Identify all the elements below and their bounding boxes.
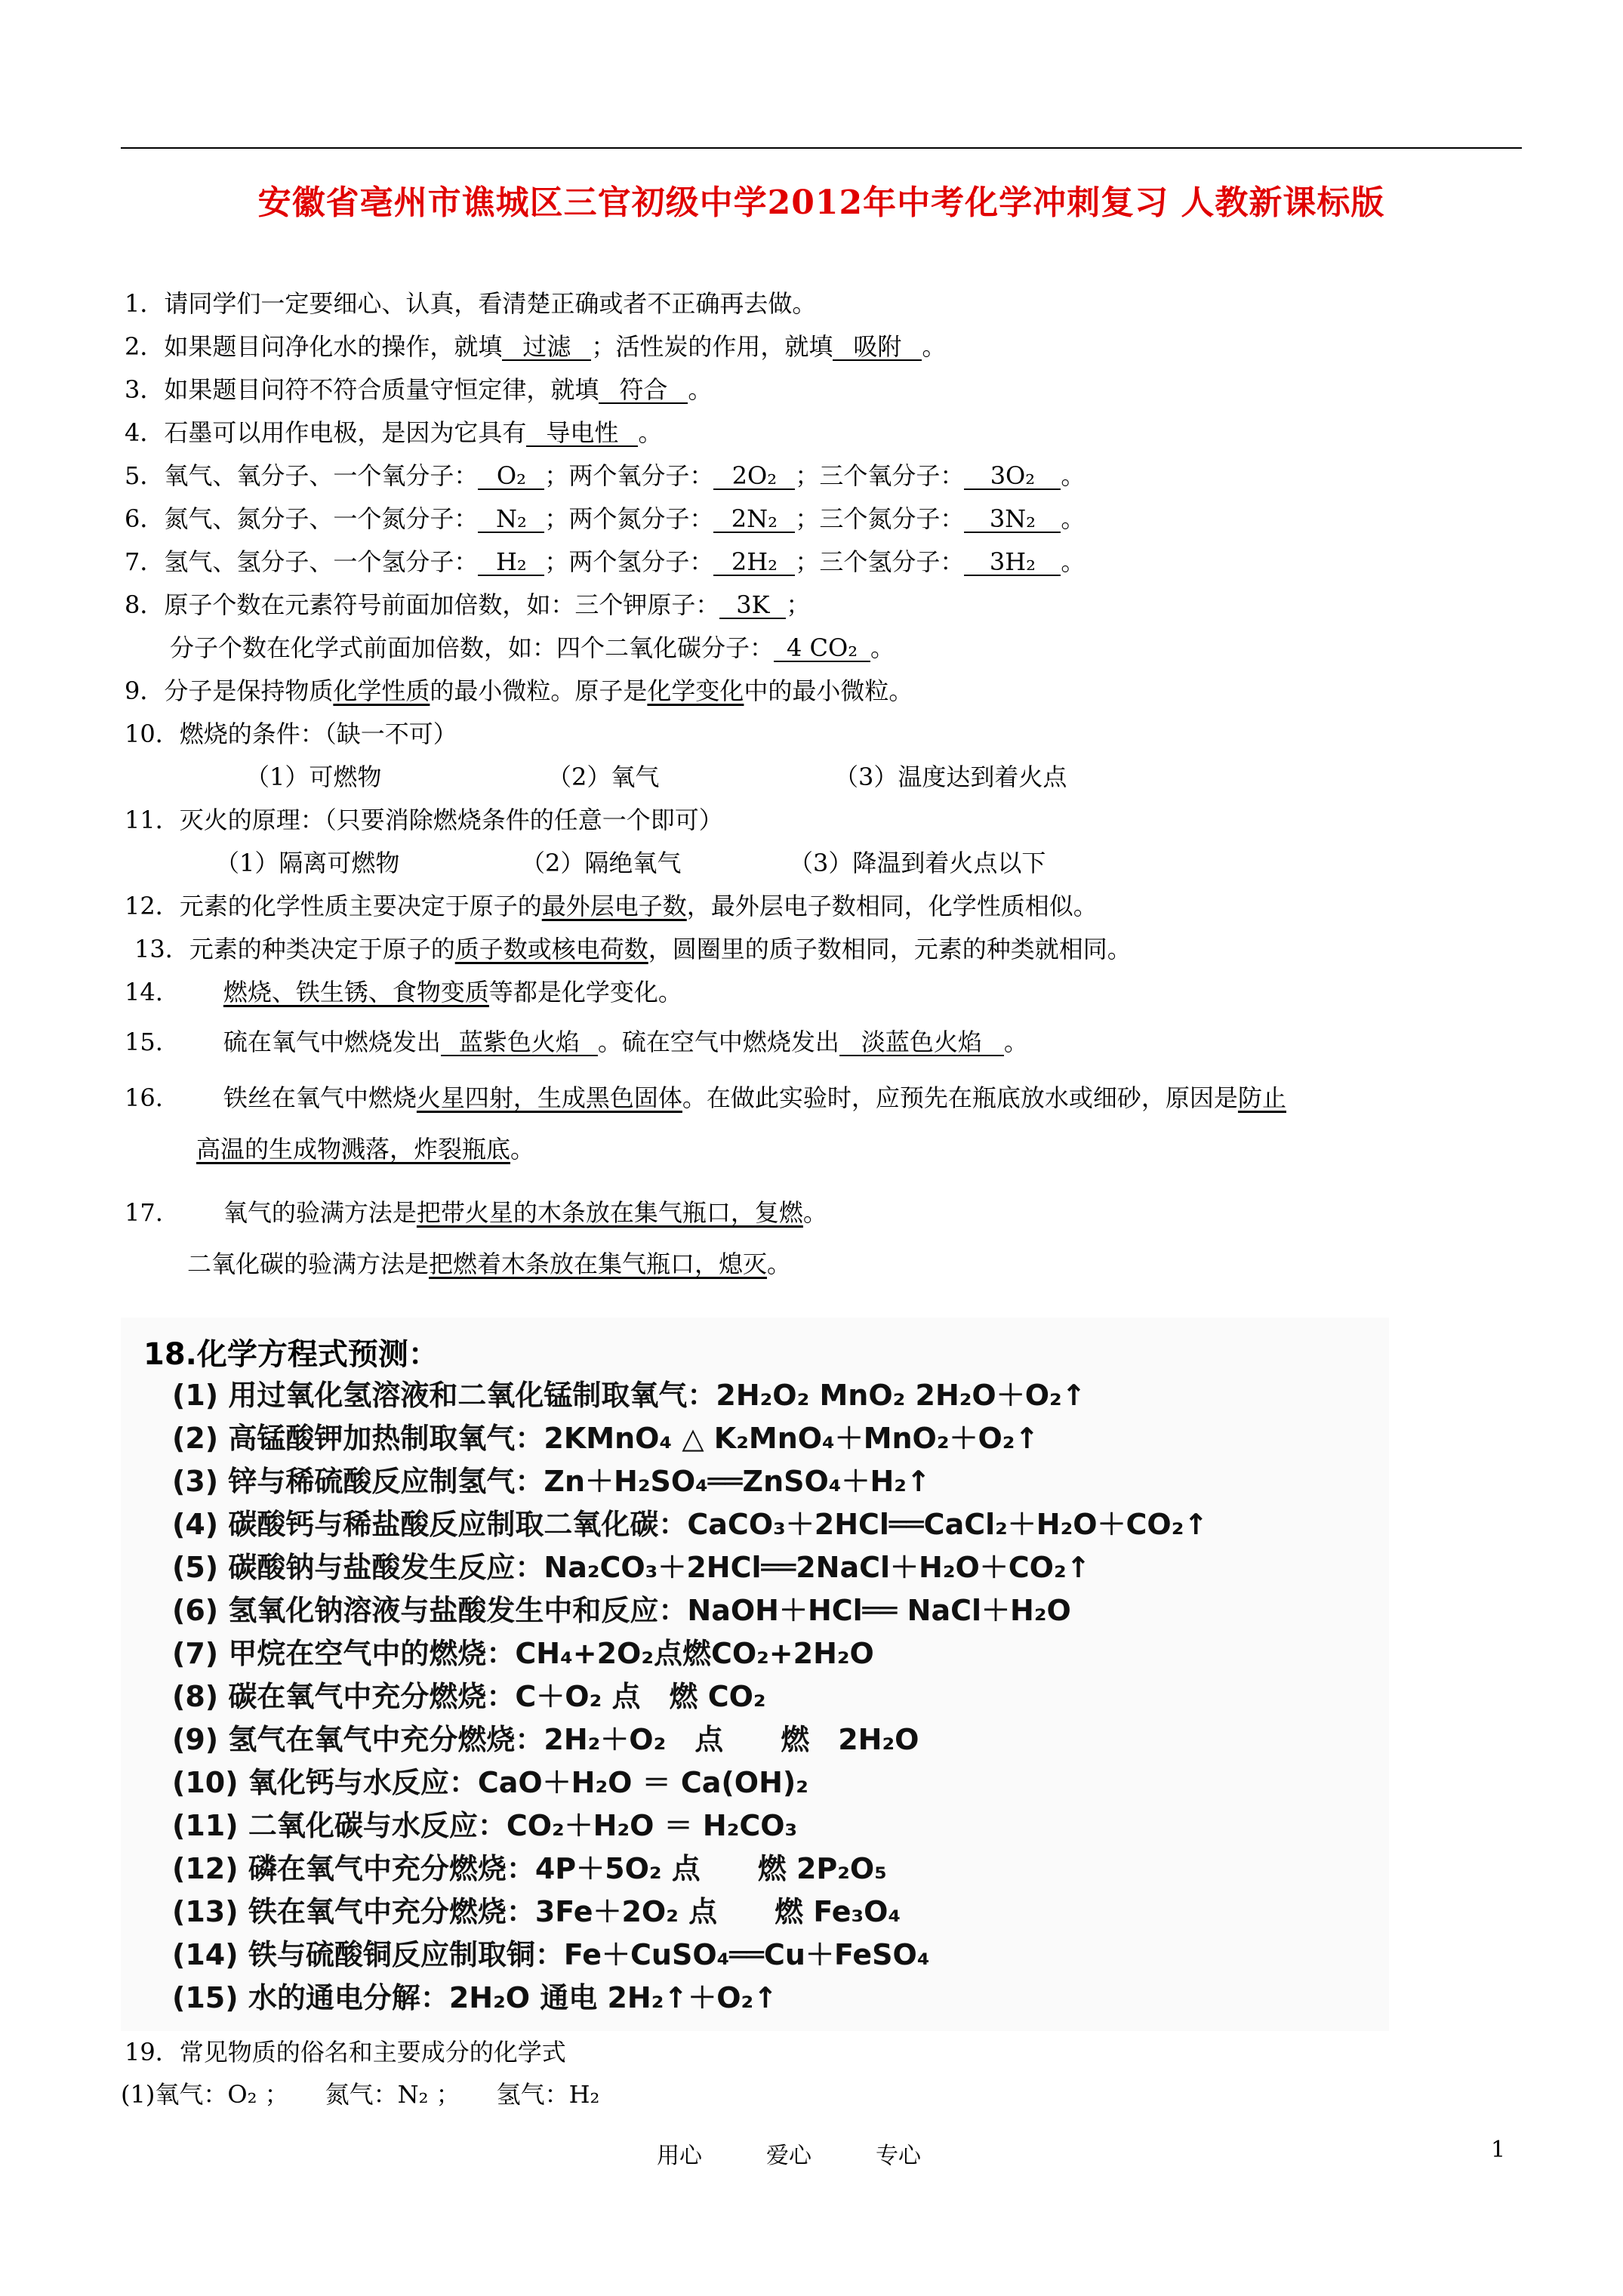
answer-blank: 符合: [599, 377, 688, 404]
equations-heading: 18.化学方程式预测：: [143, 1337, 439, 1372]
item-10: 10．燃烧的条件：（缺一不可）: [125, 720, 457, 748]
item-12: 12．元素的化学性质主要决定于原子的最外层电子数，最外层电子数相同，化学性质相似。: [125, 892, 1098, 920]
item-5: 5．氧气、氧分子、一个氧分子： O₂ ；两个氧分子： 2O₂ ；三个氧分子： 3O₂ 。: [125, 461, 1086, 490]
extinguish-principle: （2）隔绝氧气: [521, 849, 682, 877]
equation-line: (8) 碳在氧气中充分燃烧：C＋O₂ 点 燃 CO₂: [172, 1680, 766, 1713]
equation-line: (10) 氧化钙与水反应：CaO＋H₂O ＝ Ca(OH)₂: [172, 1766, 808, 1799]
equation-line: (9) 氢气在氧气中充分燃烧：2H₂＋O₂ 点 燃 2H₂O: [172, 1723, 919, 1756]
item-13: 13．元素的种类决定于原子的质子数或核电荷数，圆圈里的质子数相同，元素的种类就相同。: [134, 935, 1132, 963]
item-15: 15. 硫在氧气中燃烧发出 蓝紫色火焰 。硫在空气中燃烧发出 淡蓝色火焰 。: [125, 1028, 1028, 1056]
item-4: 4．石墨可以用作电极，是因为它具有 导电性 。: [125, 418, 663, 447]
item-1: 1．请同学们一定要细心、认真，看清楚正确或者不正确再去做。: [125, 289, 817, 318]
answer-blank: 导电性: [526, 420, 638, 447]
combustion-condition: （1）可燃物: [245, 763, 382, 791]
extinguish-principle: （3）降温到着火点以下: [789, 849, 1046, 877]
equation-line: (14) 铁与硫酸铜反应制取铜：Fe＋CuSO₄══Cu＋FeSO₄: [172, 1938, 930, 1971]
item-14: 14. 燃烧、铁生锈、食物变质等都是化学变化。: [125, 978, 682, 1006]
equation-line: (2) 高锰酸钾加热制取氧气：2KMnO₄ △ K₂MnO₄＋MnO₂＋O₂↑: [172, 1422, 1039, 1455]
equation-line: (11) 二氧化碳与水反应：CO₂＋H₂O ＝ H₂CO₃: [172, 1809, 798, 1842]
answer-blank: 蓝紫色火焰: [441, 1029, 598, 1056]
equation-line: (15) 水的通电分解：2H₂O 通电 2H₂↑＋O₂↑: [172, 1981, 778, 2014]
answer-blank: 淡蓝色火焰: [839, 1029, 1004, 1056]
page-title: 安徽省亳州市谯城区三官初级中学2012年中考化学冲刺复习 人教新课标版: [257, 183, 1385, 222]
answer-blank: 3K: [719, 592, 786, 619]
combustion-condition: （3）温度达到着火点: [834, 763, 1067, 791]
extinguish-principle: （1）隔离可燃物: [215, 849, 400, 877]
equation-line: (6) 氢氧化钠溶液与盐酸发生中和反应：NaOH＋HCl══ NaCl＋H₂O: [172, 1594, 1071, 1627]
item-17: 17. 氧气的验满方法是把带火星的木条放在集气瓶口，复燃。: [125, 1198, 827, 1227]
answer-blank: 4 CO₂: [774, 635, 870, 662]
item-8-cont: 分子个数在化学式前面加倍数，如：四个二氧化碳分子： 4 CO₂ 。: [170, 633, 895, 662]
equation-line: (13) 铁在氧气中充分燃烧：3Fe＋2O₂ 点 燃 Fe₃O₄: [172, 1895, 901, 1928]
header-rule: [121, 147, 1522, 149]
item-3: 3．如果题目问符不符合质量守恒定律，就填 符合 。: [125, 375, 713, 404]
item-19: 19．常见物质的俗名和主要成分的化学式: [125, 2038, 566, 2066]
answer-blank: 3O₂: [964, 463, 1061, 490]
footer-right: 专心: [876, 2143, 921, 2169]
answer-blank: 过滤: [502, 334, 591, 361]
item-16-cont: 高温的生成物溅落，炸裂瓶底。: [196, 1135, 535, 1163]
answer-blank: 2O₂: [713, 463, 795, 490]
page-number: 1: [1491, 2137, 1506, 2163]
equation-line: (1) 用过氧化氢溶液和二氧化锰制取氧气：2H₂O₂ MnO₂ 2H₂O＋O₂↑: [172, 1379, 1086, 1412]
item-19-1: (1)氧气：O₂ ； 氮气：N₂ ； 氢气：H₂: [121, 2080, 600, 2109]
item-8: 8．原子个数在元素符号前面加倍数，如：三个钾原子： 3K ；: [125, 590, 811, 619]
answer-blank: 2H₂: [713, 549, 795, 576]
combustion-condition: （2）氧气: [547, 763, 660, 791]
equation-line: (4) 碳酸钙与稀盐酸反应制取二氧化碳：CaCO₃＋2HCl══CaCl₂＋H₂O＋CO₂↑: [172, 1508, 1209, 1541]
answer-blank: 3N₂: [964, 506, 1061, 533]
item-17-cont: 二氧化碳的验满方法是把燃着木条放在集气瓶口，熄灭。: [187, 1250, 792, 1278]
footer-left: 用心: [657, 2143, 702, 2169]
answer-blank: H₂: [478, 549, 544, 576]
answer-blank: 3H₂: [964, 549, 1061, 576]
equation-line: (5) 碳酸钠与盐酸发生反应：Na₂CO₃＋2HCl══2NaCl＋H₂O＋CO₂↑: [172, 1551, 1091, 1584]
answer-blank: 2N₂: [713, 506, 795, 533]
answer-blank: N₂: [478, 506, 544, 533]
answer-blank: 吸附: [833, 334, 922, 361]
equation-line: (3) 锌与稀硫酸反应制氢气：Zn＋H₂SO₄══ZnSO₄＋H₂↑: [172, 1465, 931, 1498]
item-16: 16. 铁丝在氧气中燃烧火星四射，生成黑色固体。在做此实验时，应预先在瓶底放水或细砂，原因是防止: [125, 1083, 1286, 1112]
equation-line: (7) 甲烷在空气中的燃烧：CH₄+2O₂点燃CO₂+2H₂O: [172, 1637, 874, 1670]
item-6: 6．氮气、氮分子、一个氮分子： N₂ ；两个氮分子： 2N₂ ；三个氮分子： 3N₂ 。: [125, 504, 1086, 533]
item-7: 7．氢气、氢分子、一个氢分子： H₂ ；两个氢分子： 2H₂ ；三个氢分子： 3H₂ 。: [125, 547, 1086, 576]
equation-line: (12) 磷在氧气中充分燃烧：4P＋5O₂ 点 燃 2P₂O₅: [172, 1852, 887, 1885]
answer-blank: O₂: [478, 463, 544, 490]
footer-mid: 爱心: [766, 2143, 812, 2169]
item-9: 9．分子是保持物质化学性质的最小微粒。原子是化学变化中的最小微粒。: [125, 676, 913, 705]
item-11: 11．灭火的原理：（只要消除燃烧条件的任意一个即可）: [125, 806, 723, 834]
item-2: 2．如果题目问净化水的操作，就填 过滤 ；活性炭的作用，就填 吸附 。: [125, 332, 947, 361]
